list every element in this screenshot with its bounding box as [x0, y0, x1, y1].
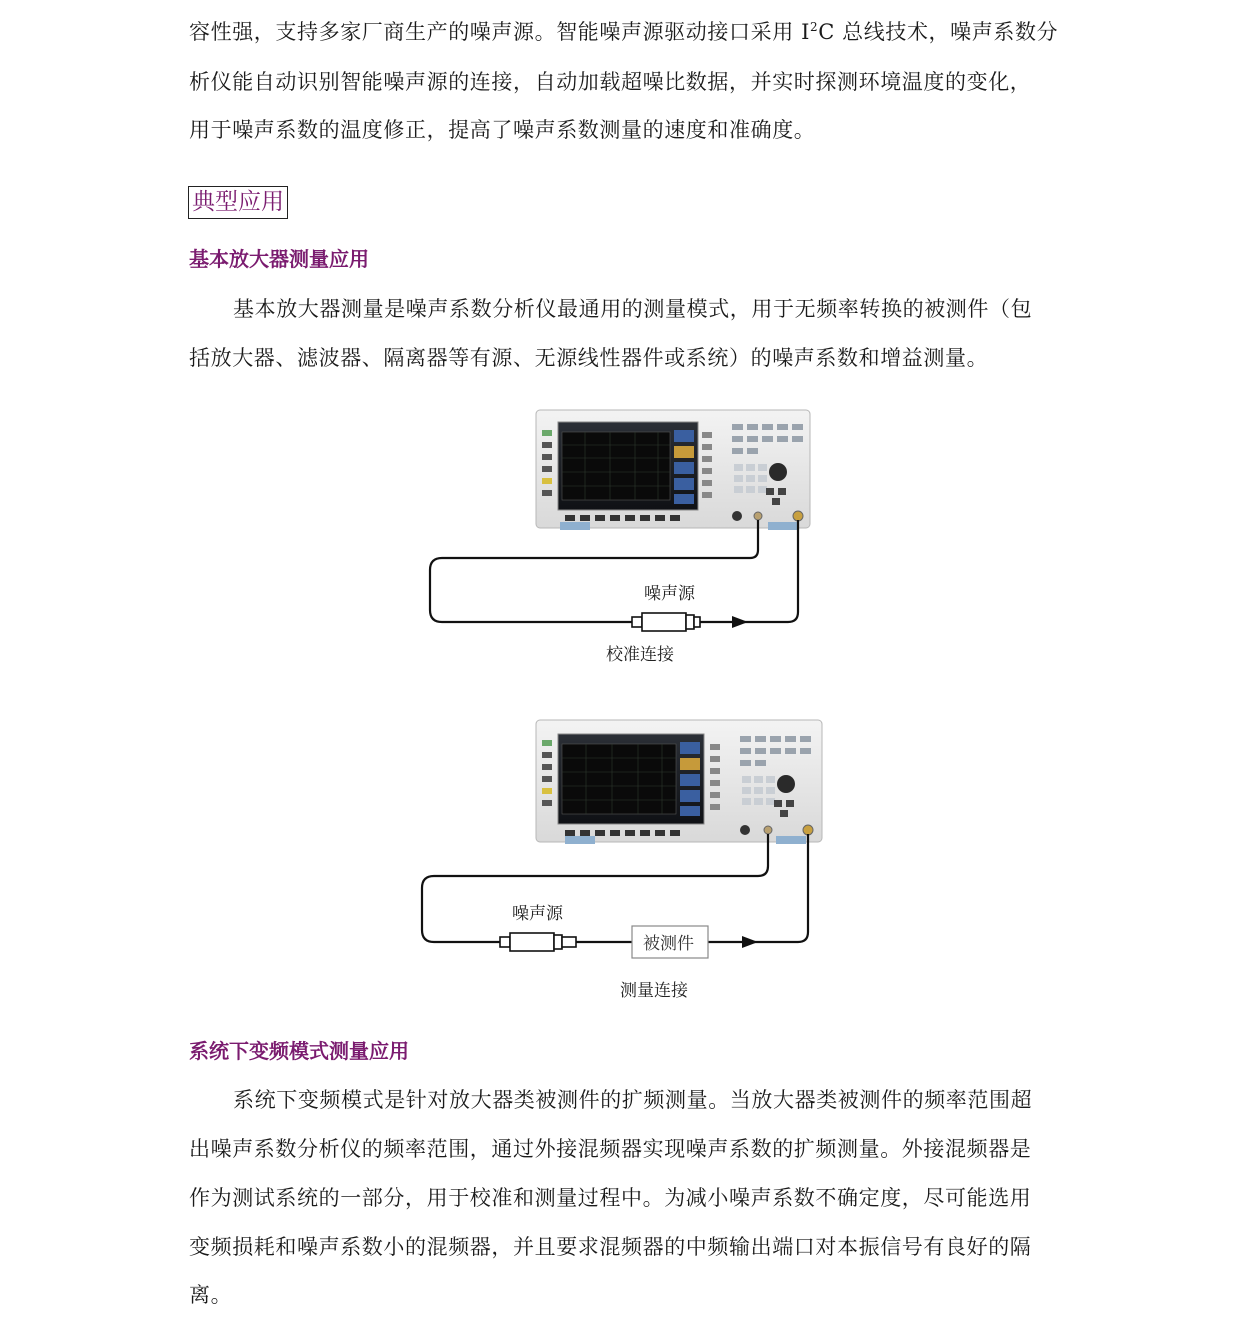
measurement-caption: 测量连接 — [620, 981, 688, 1001]
noise-source-2 — [500, 933, 576, 951]
intro-line-3: 用于噪声系数的温度修正，提高了噪声系数测量的速度和准确度。 — [189, 118, 816, 142]
intro-line-2: 析仪能自动识别智能噪声源的连接，自动加载超噪比数据，并实时探测环境温度的变化， — [189, 70, 1032, 94]
section-title: 典型应用 — [188, 186, 288, 219]
noise-source-label-1: 噪声源 — [644, 584, 695, 604]
analyzer-instrument-1 — [536, 410, 810, 530]
basic-amp-line-2: 括放大器、滤波器、隔离器等有源、无源线性器件或系统）的噪声系数和增益测量。 — [189, 346, 989, 370]
analyzer-instrument-2 — [536, 720, 822, 844]
downconv-line-4: 变频损耗和噪声系数小的混频器，并且要求混频器的中频输出端口对本振信号有良好的隔 — [189, 1235, 1032, 1259]
basic-amp-line-1: 基本放大器测量是噪声系数分析仪最通用的测量模式，用于无频率转换的被测件（包 — [233, 297, 1033, 321]
connection-figure — [400, 400, 840, 1015]
measurement-cable — [422, 834, 768, 942]
intro-line-1: 容性强，支持多家厂商生产的噪声源。智能噪声源驱动接口采用 $I^2C$ 总线技术，噪声系数分 — [189, 20, 1059, 44]
basic-amp-heading: 基本放大器测量应用 — [189, 247, 369, 271]
downconv-line-3: 作为测试系统的一部分，用于校准和测量过程中。为减小噪声系数不确定度，尽可能选用 — [189, 1186, 1032, 1210]
downconv-line-2: 出噪声系数分析仪的频率范围，通过外接混频器实现噪声系数的扩频测量。外接混频器是 — [189, 1137, 1032, 1161]
noise-source-label-2: 噪声源 — [512, 904, 563, 924]
noise-source-1 — [632, 613, 700, 631]
calibration-caption: 校准连接 — [606, 645, 674, 665]
downconv-line-5: 离。 — [189, 1283, 233, 1307]
downconv-line-1: 系统下变频模式是针对放大器类被测件的扩频测量。当放大器类被测件的频率范围超 — [233, 1088, 1033, 1112]
downconv-heading: 系统下变频模式测量应用 — [189, 1039, 409, 1063]
calibration-cable — [430, 520, 758, 622]
dut-label: 被测件 — [643, 934, 694, 954]
